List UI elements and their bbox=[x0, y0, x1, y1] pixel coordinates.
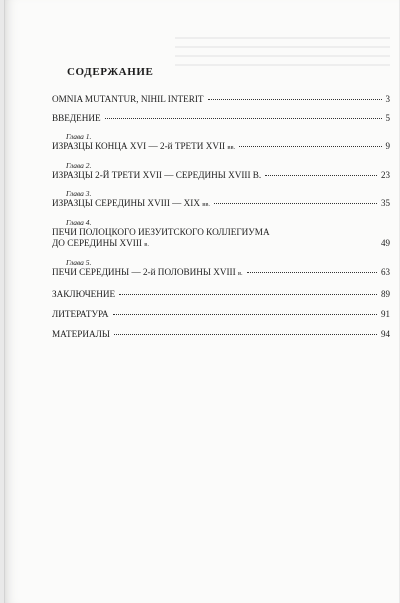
chapter-label: Глава 2. bbox=[66, 161, 92, 170]
toc-line bbox=[52, 329, 390, 340]
chapter-label: Глава 1. bbox=[66, 132, 92, 141]
toc-page-number: 49 bbox=[381, 238, 390, 248]
toc-entry-title-continued bbox=[52, 238, 149, 250]
toc-entry-title bbox=[52, 267, 243, 279]
toc-heading: СОДЕРЖАНИЕ bbox=[67, 66, 154, 78]
toc-page-number: 3 bbox=[385, 94, 390, 104]
toc-title-text: ИЗРАЗЦЫ КОНЦА XVI — 2-й ТРЕТИ XVII bbox=[52, 141, 226, 151]
toc-entry bbox=[52, 218, 390, 250]
toc-line bbox=[52, 113, 390, 124]
toc-entry bbox=[52, 289, 390, 300]
book-page bbox=[4, 0, 399, 603]
dot-leader bbox=[105, 118, 382, 119]
toc-line bbox=[52, 238, 390, 250]
toc-title-suffix: вв. bbox=[227, 144, 236, 151]
toc-entry-title: ПЕЧИ ПОЛОЦКОГО ИЕЗУИТСКОГО КОЛЛЕГИУМА bbox=[52, 227, 270, 237]
toc-entry-title: ЛИТЕРАТУРА bbox=[52, 309, 109, 319]
toc-entry-title bbox=[52, 198, 210, 210]
toc-entry bbox=[52, 132, 390, 153]
toc-line bbox=[52, 94, 390, 105]
dot-leader bbox=[113, 314, 377, 315]
dot-leader bbox=[265, 175, 377, 176]
dot-leader bbox=[153, 243, 377, 244]
chapter-label: Глава 4. bbox=[66, 218, 92, 227]
toc-page-number: 35 bbox=[381, 198, 390, 208]
toc-entry bbox=[52, 309, 390, 320]
toc-entry bbox=[52, 94, 390, 105]
chapter-label: Глава 3. bbox=[66, 189, 92, 198]
toc-line bbox=[52, 289, 390, 300]
dot-leader bbox=[214, 203, 377, 204]
toc-entry-title: OMNIA MUTANTUR, NIHIL INTERIT bbox=[52, 94, 204, 104]
toc-entry-title: ЗАКЛЮЧЕНИЕ bbox=[52, 289, 116, 299]
toc-line bbox=[52, 267, 390, 279]
toc-page-number: 5 bbox=[385, 113, 390, 123]
toc-line bbox=[52, 227, 390, 238]
toc-title-text: ПЕЧИ СЕРЕДИНЫ — 2-й ПОЛОВИНЫ XVIII bbox=[52, 267, 236, 277]
toc-page-number: 63 bbox=[381, 267, 390, 277]
toc-page-number: 89 bbox=[381, 289, 390, 299]
toc-list bbox=[52, 94, 390, 340]
dot-leader bbox=[208, 99, 382, 100]
dot-leader bbox=[239, 146, 381, 147]
toc-title-suffix: вв. bbox=[202, 201, 211, 208]
bleed-through-text bbox=[175, 30, 390, 66]
toc-entry bbox=[52, 189, 390, 210]
dot-leader bbox=[119, 294, 377, 295]
toc-page-number: 9 bbox=[385, 141, 390, 151]
toc-entry bbox=[52, 161, 390, 181]
toc-entry-title: ИЗРАЗЦЫ 2-Й ТРЕТИ XVII — СЕРЕДИНЫ XVIII В. bbox=[52, 170, 262, 180]
toc-line bbox=[52, 170, 390, 181]
dot-leader bbox=[247, 272, 377, 273]
toc-page-number: 23 bbox=[381, 170, 390, 180]
toc-title-text: ИЗРАЗЦЫ СЕРЕДИНЫ XVIII — XIX bbox=[52, 198, 200, 208]
toc-entry bbox=[52, 258, 390, 279]
toc-line bbox=[52, 141, 390, 153]
toc-line bbox=[52, 198, 390, 210]
toc-line bbox=[52, 309, 390, 320]
toc-page-number: 94 bbox=[381, 329, 390, 339]
toc-entry bbox=[52, 113, 390, 124]
toc-title-suffix: в. bbox=[237, 270, 243, 277]
chapter-label: Глава 5. bbox=[66, 258, 92, 267]
toc-page-number: 91 bbox=[381, 309, 390, 319]
toc-title-text: ДО СЕРЕДИНЫ XVIII bbox=[52, 238, 142, 248]
toc-entry-title bbox=[52, 141, 235, 153]
toc-entry-title: ВВЕДЕНИЕ bbox=[52, 113, 101, 123]
dot-leader bbox=[114, 334, 377, 335]
toc-entry-title: МАТЕРИАЛЫ bbox=[52, 329, 110, 339]
toc-title-suffix: в. bbox=[144, 241, 149, 248]
toc-entry bbox=[52, 329, 390, 340]
